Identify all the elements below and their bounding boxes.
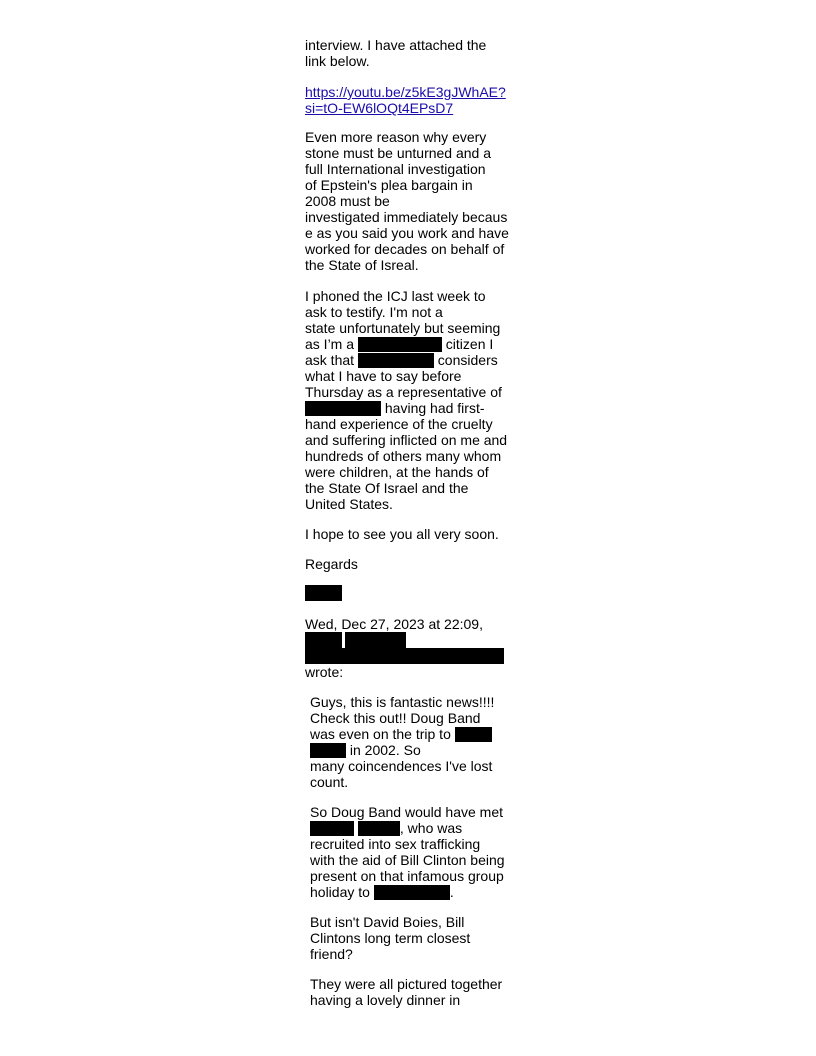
- redacted-sender-last-name: [345, 632, 406, 648]
- text-line: present on that infamous group: [310, 868, 504, 884]
- text-line: state unfortunately but seeming: [305, 320, 501, 336]
- text-fragment: considers: [433, 352, 498, 368]
- text-line: interview. I have attached the: [305, 37, 487, 53]
- quoted-paragraph-dinner: [310, 976, 515, 1008]
- text-line: friend?: [310, 946, 353, 962]
- text-line: having a lovely dinner in: [310, 992, 461, 1008]
- redaction-box: [455, 727, 492, 742]
- text-line: Check this out!! Doug Band: [310, 710, 481, 726]
- redaction-box: [358, 353, 434, 368]
- text-fragment: was even on the trip to: [310, 726, 455, 742]
- paragraph-reason: [305, 129, 515, 273]
- text-fragment: , who was: [399, 820, 463, 836]
- text-line: Even more reason why every: [305, 129, 487, 145]
- text-line: link below.: [305, 53, 370, 69]
- redacted-sender-email: [305, 648, 504, 664]
- text-line: hundreds of others many whom: [305, 448, 502, 464]
- quoted-paragraph-news: [310, 694, 515, 790]
- text-line: e as you said you work and have: [305, 225, 509, 241]
- text-fragment: ask that: [305, 352, 358, 368]
- text-line: with the aid of Bill Clinton being: [310, 852, 505, 868]
- quoted-paragraph-boies: [310, 914, 515, 962]
- video-link[interactable]: [305, 84, 515, 116]
- text-line: many coincendences I've lost: [310, 758, 493, 774]
- text-line: the State of Isreal.: [305, 257, 419, 273]
- paragraph-hope: I hope to see you all very soon.: [305, 526, 499, 542]
- text-fragment: in 2002. So: [346, 742, 421, 758]
- text-fragment: as I’m a: [305, 336, 358, 352]
- redacted-signature: [305, 585, 342, 601]
- text-line: But isn't David Boies, Bill: [310, 914, 465, 930]
- text-line: Guys, this is fantastic news!!!!: [310, 694, 495, 710]
- text-line: Thursday as a representative of: [305, 384, 502, 400]
- redaction-box: [310, 821, 354, 836]
- text-line: stone must be unturned and a: [305, 145, 492, 161]
- redaction-box: [310, 743, 346, 758]
- signoff: Regards: [305, 556, 358, 572]
- text-fragment: citizen I: [441, 336, 494, 352]
- video-link-line[interactable]: https://youtu.be/z5kE3gJWhAE?: [305, 84, 506, 100]
- text-line: They were all pictured together: [310, 976, 503, 992]
- quoted-paragraph-doug-band: [310, 804, 515, 900]
- text-line: of Epstein's plea bargain in: [305, 177, 473, 193]
- redaction-box: [374, 885, 450, 900]
- text-line: investigated immediately becaus: [305, 209, 508, 225]
- video-link-line[interactable]: si=tO-EW6lOQt4EPsD7: [305, 100, 454, 116]
- redaction-box: [358, 337, 442, 352]
- text-line: full International investigation: [305, 161, 486, 177]
- text-line: worked for decades on behalf of: [305, 241, 505, 257]
- text-line: Clintons long term closest: [310, 930, 471, 946]
- text-line: United States.: [305, 496, 393, 512]
- redacted-sender-first-name: [305, 632, 342, 648]
- text-fragment: .: [449, 884, 454, 900]
- text-line: were children, at the hands of: [305, 464, 489, 480]
- text-line: count.: [310, 774, 349, 790]
- text-line: what I have to say before: [305, 368, 462, 384]
- text-line: I phoned the ICJ last week to: [305, 288, 486, 304]
- redaction-box: [358, 821, 400, 836]
- text-line: and suffering inflicted on me and: [305, 432, 508, 448]
- attribution-wrote: wrote:: [305, 664, 344, 680]
- text-line: hand experience of the cruelty: [305, 416, 493, 432]
- text-line: 2008 must be: [305, 193, 390, 209]
- paragraph-interview: [305, 37, 515, 69]
- text-line: ask to testify. I'm not a: [305, 304, 443, 320]
- text-line: recruited into sex trafficking: [310, 836, 481, 852]
- text-line: So Doug Band would have met: [310, 804, 504, 820]
- redaction-box: [305, 401, 381, 416]
- text-line: the State Of Israel and the: [305, 480, 469, 496]
- text-fragment: having had first-: [381, 400, 485, 416]
- text-fragment: holiday to: [310, 884, 374, 900]
- paragraph-icj: [305, 288, 515, 512]
- attribution-date: Wed, Dec 27, 2023 at 22:09,: [305, 616, 483, 632]
